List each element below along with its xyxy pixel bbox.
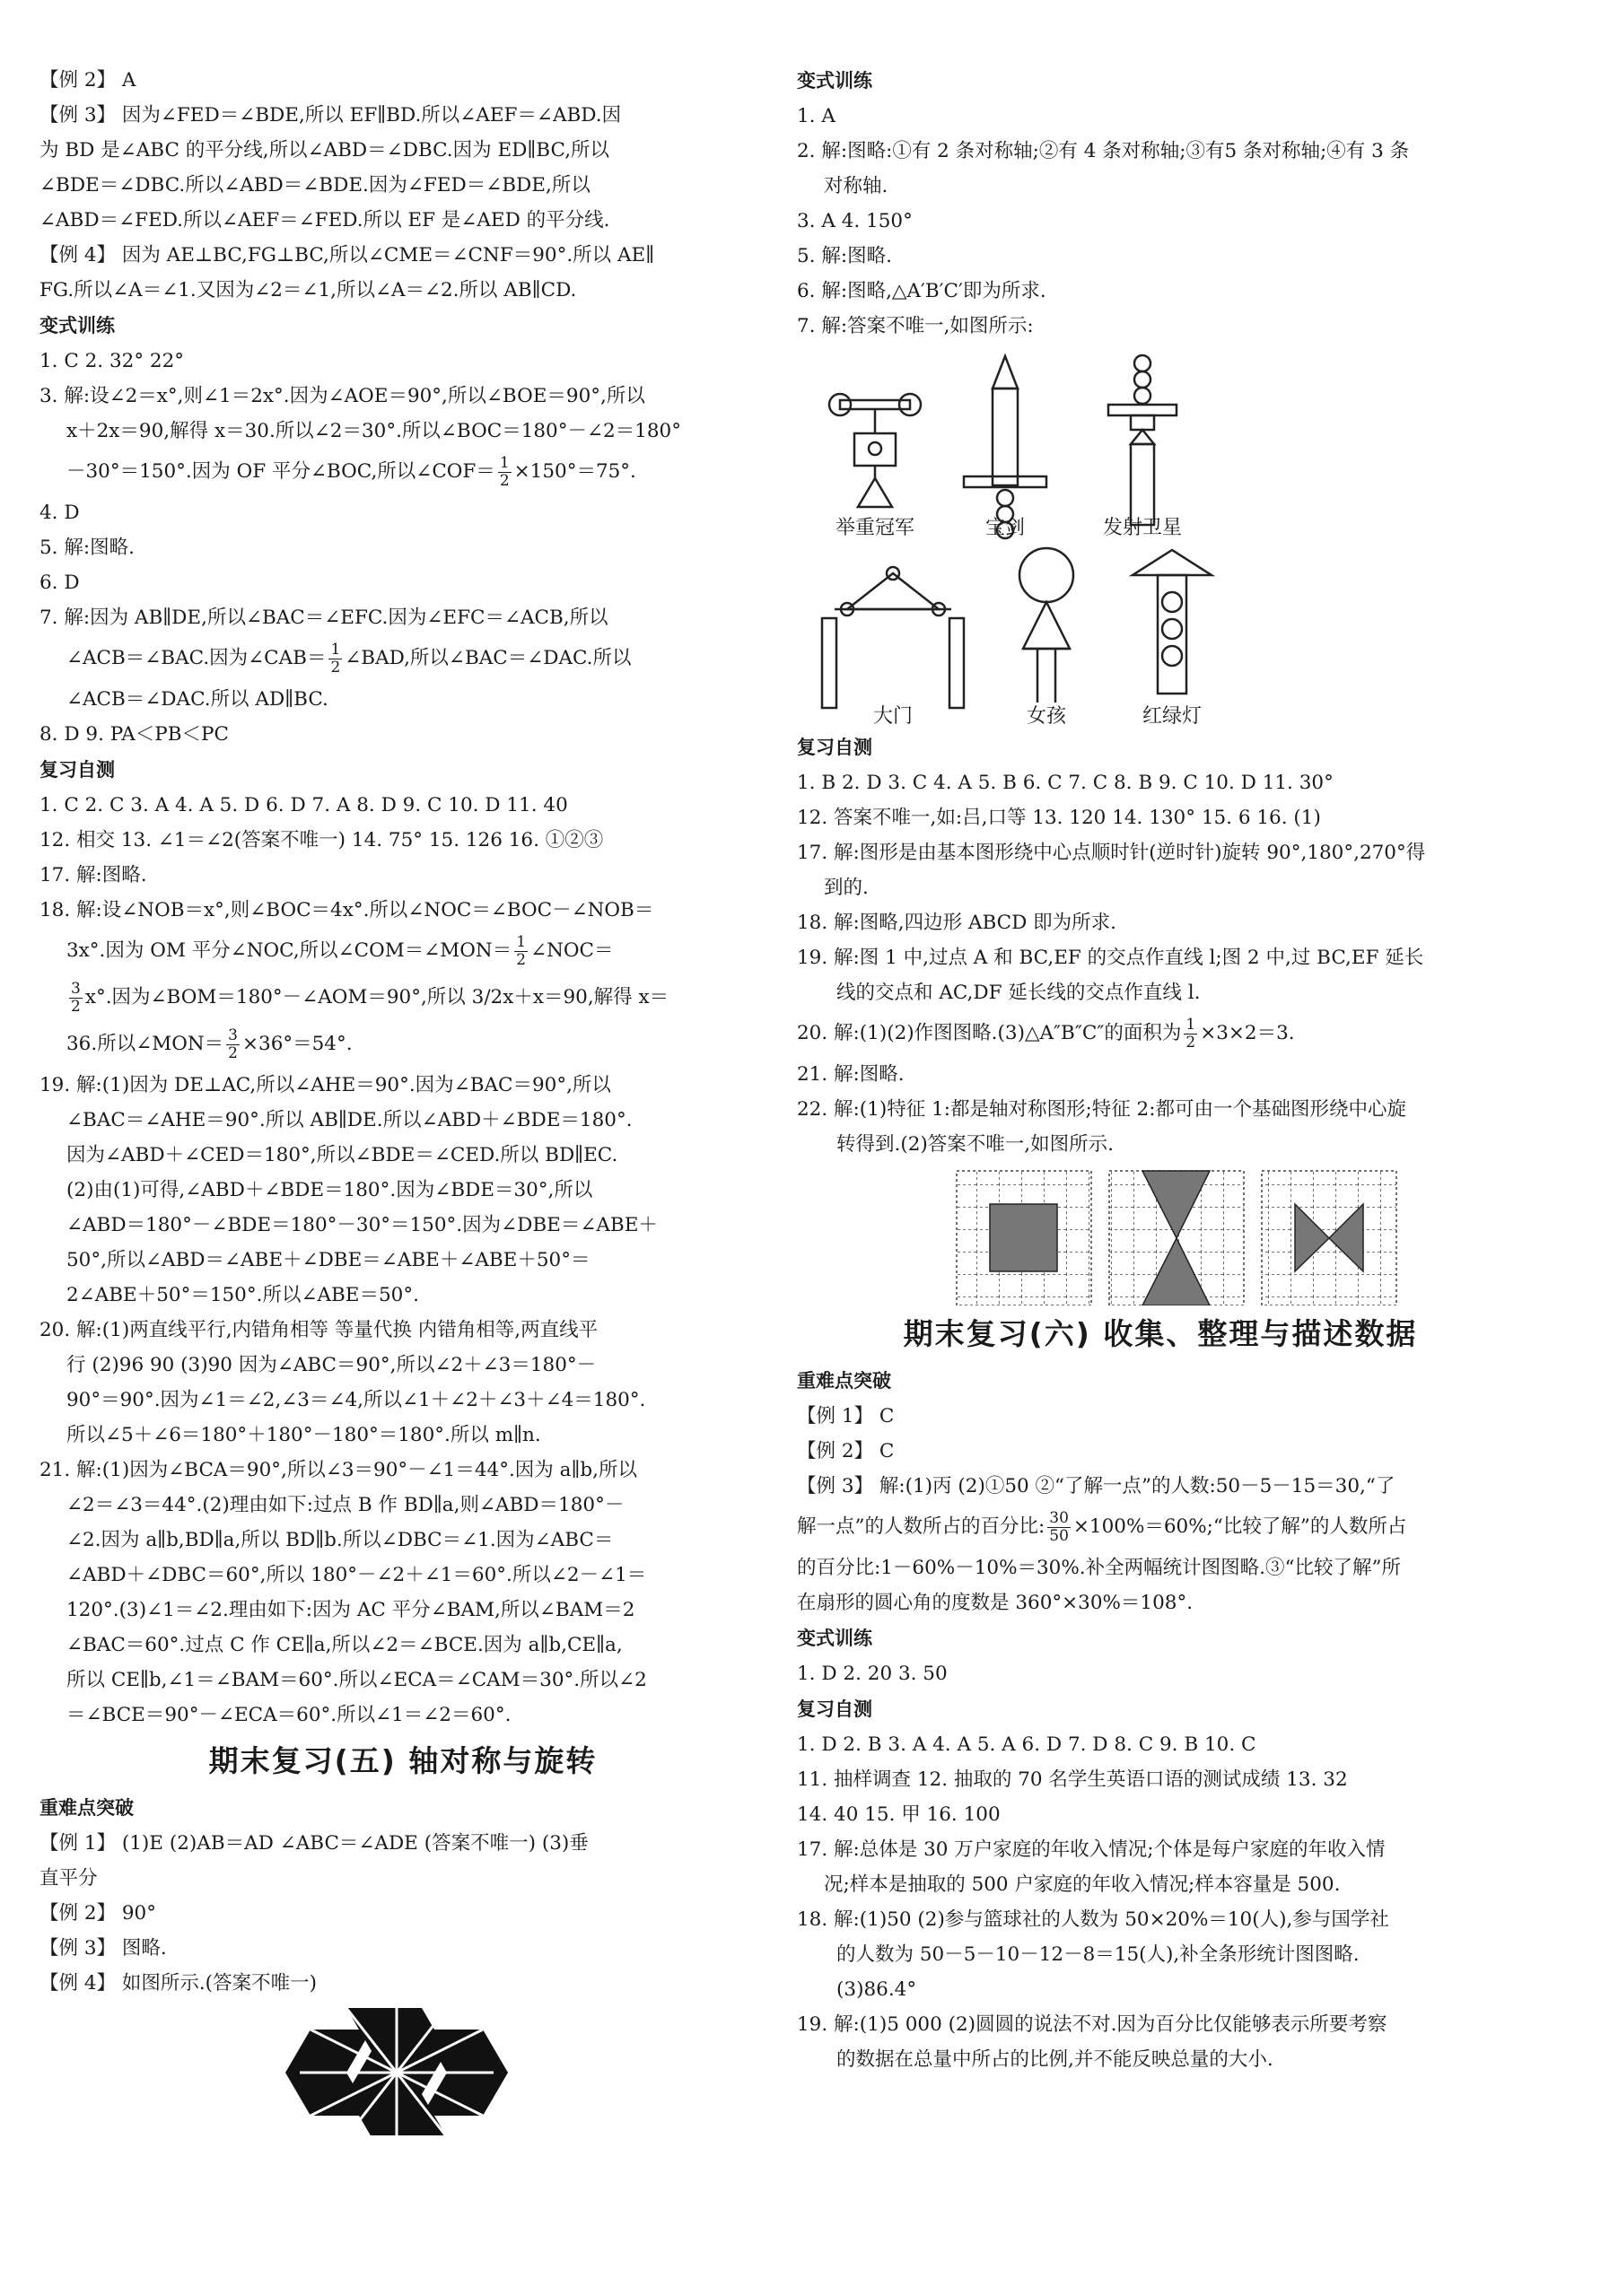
text-line: 19. 解:(1)因为 DE⊥AC,所以∠AHE＝90°.因为∠BAC＝90°,所以 <box>39 1074 611 1096</box>
gate-drawing <box>822 567 964 708</box>
text-segment: ∠ACB＝∠BAC.因为∠CAB＝ <box>66 647 327 669</box>
text-segment: 3x°.因为 OM 平分∠NOC,所以∠COM＝∠MON＝ <box>66 939 512 962</box>
right-text-block-2 <box>797 729 1524 1162</box>
numerator: 3 <box>71 979 81 998</box>
text-line: 行 (2)96 90 (3)90 因为∠ABC＝90°,所以∠2＋∠3＝180°－ <box>66 1354 597 1376</box>
text-line: ∠ABD＝∠FED.所以∠AEF＝∠FED.所以 EF 是∠AED 的平分线. <box>39 209 610 231</box>
text-segment: x°.因为∠BOM＝180°－∠AOM＝90°,所以 3/2x＋x＝90,解得 x＝ <box>84 986 669 1008</box>
fraction <box>226 1027 240 1062</box>
text-line: 18. 解:设∠NOB＝x°,则∠BOC＝4x°.所以∠NOC＝∠BOC－∠NOB＝ <box>39 899 654 921</box>
text-line: 对称轴. <box>824 175 888 197</box>
text-line: 21. 解:图略. <box>797 1063 905 1086</box>
text-line: 【例 2】 A <box>39 69 136 92</box>
text-segment: ∠NOC＝ <box>530 939 614 962</box>
text-line: 线的交点和 AC,DF 延长线的交点作直线 l. <box>836 982 1201 1004</box>
section-heading: 重难点突破 <box>39 1797 134 1819</box>
denominator: 2 <box>330 658 341 677</box>
text-line: 到的. <box>824 877 869 899</box>
section-heading: 变式训练 <box>797 70 872 92</box>
text-line: (2)由(1)可得,∠ABD＋∠BDE＝180°.因为∠BDE＝30°,所以 <box>66 1179 593 1201</box>
caption-sword: 宝剑 <box>984 517 1025 539</box>
text-line: ∠BAC＝∠AHE＝90°.所以 AB∥DE.所以∠ABD＋∠BDE＝180°. <box>66 1109 633 1131</box>
text-line: 【例 1】 C <box>797 1405 895 1427</box>
caption-gate: 大门 <box>872 705 913 728</box>
text-line: 为 BD 是∠ABC 的平分线,所以∠ABD＝∠DBC.因为 ED∥BC,所以 <box>39 139 610 162</box>
numerator: 1 <box>516 932 527 951</box>
text-line: ∠ACB＝∠DAC.所以 AD∥BC. <box>66 688 328 711</box>
text-line: 90°＝90°.因为∠1＝∠2,∠3＝∠4,所以∠1＋∠2＋∠3＋∠4＝180°. <box>66 1389 646 1411</box>
text-line: 【例 4】 因为 AE⊥BC,FG⊥BC,所以∠CME＝∠CNF＝90°.所以 AE∥ <box>39 244 655 266</box>
text-line: 的人数为 50－5－10－12－8＝15(人),补全条形统计图图略. <box>836 1943 1360 1966</box>
text-segment: 解一点”的人数所占的百分比: <box>797 1515 1045 1538</box>
text-line: 17. 解:图形是由基本图形绕中心点顺时针(逆时针)旋转 90°,180°,270°得 <box>797 842 1426 864</box>
text-line: ＝∠BCE＝90°－∠ECA＝60°.所以∠1＝∠2＝60°. <box>66 1704 512 1726</box>
denominator: 2 <box>228 1043 238 1062</box>
chapter-heading: 期末复习(五) 轴对称与旋转 <box>208 1743 598 1778</box>
denominator: 50 <box>1049 1526 1069 1545</box>
text-line: 1. C 2. 32° 22° <box>39 350 185 372</box>
text-line: 所以 CE∥b,∠1＝∠BAM＝60°.所以∠ECA＝∠CAM＝30°.所以∠2 <box>66 1669 647 1691</box>
text-line: 120°.(3)∠1＝∠2.理由如下:因为 AC 平分∠BAM,所以∠BAM＝2 <box>66 1599 635 1621</box>
text-segment: ×3×2＝3. <box>1200 1022 1295 1044</box>
text-line: 2∠ABE＋50°＝150°.所以∠ABE＝50°. <box>66 1284 419 1306</box>
text-segment: 20. 解:(1)(2)作图图略.(3)△A″B″C″的面积为 <box>797 1022 1182 1044</box>
text-line: 5. 解:图略. <box>39 537 135 559</box>
text-line: ∠2.因为 a∥b,BD∥a,所以 BD∥b.所以∠DBC＝∠1.因为∠ABC＝ <box>66 1529 614 1551</box>
text-line: 3. 解:设∠2＝x°,则∠1＝2x°.因为∠AOE＝90°,所以∠BOE＝90°,所以 <box>39 385 645 407</box>
text-line: (3)86.4° <box>836 1978 917 2001</box>
text-line: 【例 4】 如图所示.(答案不唯一) <box>39 1972 317 1995</box>
text-line: 【例 2】 90° <box>39 1902 156 1925</box>
denominator: 2 <box>1185 1033 1196 1052</box>
text-line: 18. 解:(1)50 (2)参与篮球社的人数为 50×20%＝10(人),参与国学社 <box>797 1908 1389 1931</box>
girl-drawing <box>1019 548 1073 703</box>
text-line <box>797 1010 1524 1057</box>
text-line <box>39 449 766 495</box>
text-line: 8. D 9. PA＜PB＜PC <box>39 723 229 746</box>
right-text-block-1 <box>797 63 1524 344</box>
text-line: 11. 抽样调查 12. 抽取的 70 名学生英语口语的测试成绩 13. 32 <box>797 1768 1348 1791</box>
numerator: 30 <box>1049 1508 1069 1527</box>
fraction <box>1184 1017 1197 1052</box>
text-line: 5. 解:图略. <box>797 245 892 267</box>
text-segment: －30°＝150°.因为 OF 平分∠BOC,所以∠COF＝ <box>66 460 495 483</box>
text-line <box>39 974 766 1021</box>
text-line: FG.所以∠A＝∠1.又因为∠2＝∠1,所以∠A＝∠2.所以 AB∥CD. <box>39 279 577 301</box>
caption-weightlifter: 举重冠军 <box>835 517 914 539</box>
text-line: 12. 相交 13. ∠1＝∠2(答案不唯一) 14. 75° 15. 126 16. ①②③ <box>39 829 604 851</box>
text-line: 7. 解:因为 AB∥DE,所以∠BAC＝∠EFC.因为∠EFC＝∠ACB,所以 <box>39 607 608 629</box>
text-line: 20. 解:(1)两直线平行,内错角相等 等量代换 内错角相等,两直线平 <box>39 1319 599 1341</box>
text-line: 3. A 4. 150° <box>797 210 913 232</box>
text-line: 19. 解:图 1 中,过点 A 和 BC,EF 的交点作直线 l;图 2 中,过 BC,EF 延长 <box>797 947 1424 969</box>
section-heading: 复习自测 <box>39 759 115 781</box>
right-text-block-3 <box>797 1305 1524 2077</box>
text-line: ∠BAC＝60°.过点 C 作 CE∥a,所以∠2＝∠BCE.因为 a∥b,CE∥a, <box>66 1634 623 1656</box>
text-line <box>39 928 766 974</box>
fraction <box>328 642 342 677</box>
denominator: 2 <box>499 471 510 490</box>
sword-drawing <box>964 356 1046 538</box>
right-column <box>797 63 1524 2077</box>
text-line: 因为∠ABD＋∠CED＝180°,所以∠BDE＝∠CED.所以 BD∥EC. <box>66 1144 618 1166</box>
text-segment: ×150°＝75°. <box>513 460 636 483</box>
text-line <box>797 1504 1524 1550</box>
left-text-block <box>39 63 766 2001</box>
text-line <box>39 635 766 682</box>
text-line: 【例 2】 C <box>797 1440 895 1462</box>
figure-7 <box>797 344 1524 729</box>
text-segment: ×36°＝54°. <box>242 1033 353 1055</box>
text-line: 21. 解:(1)因为∠BCA＝90°,所以∠3＝90°－∠1＝44°.因为 a∥b,所以 <box>39 1459 637 1481</box>
text-line: 转得到.(2)答案不唯一,如图所示. <box>836 1133 1114 1156</box>
text-line: ∠ABD＋∠DBC＝60°,所以 180°－∠2＋∠1＝60°.所以∠2－∠1＝ <box>66 1564 647 1586</box>
fraction <box>1047 1510 1071 1545</box>
text-line: 【例 3】 解:(1)丙 (2)①50 ②“了解一点”的人数:50－5－15＝30,“了 <box>797 1475 1395 1497</box>
text-segment: ∠BAD,所以∠BAC＝∠DAC.所以 <box>345 647 632 669</box>
text-line: 的数据在总量中所占的比例,并不能反映总量的大小. <box>836 2048 1273 2071</box>
grid-hourglass-pattern <box>1109 1171 1244 1305</box>
text-line: 17. 解:总体是 30 万户家庭的年收入情况;个体是每户家庭的年收入情 <box>797 1838 1386 1861</box>
text-line: 12. 答案不唯一,如:吕,口等 13. 120 14. 130° 15. 6 16. (1) <box>797 807 1321 829</box>
snowflake-hexagon-figure <box>39 2001 766 2135</box>
text-line: 况;样本是抽取的 500 户家庭的年收入情况;样本容量是 500. <box>824 1873 1341 1896</box>
denominator: 2 <box>516 950 527 969</box>
text-line: 22. 解:(1)特征 1:都是轴对称图形;特征 2:都可由一个基础图形绕中心旋 <box>797 1098 1406 1121</box>
text-line: 19. 解:(1)5 000 (2)圆圆的说法不对.因为百分比仅能够表示所要考察 <box>797 2013 1387 2036</box>
text-line: 1. A <box>797 105 835 127</box>
text-line: 18. 解:图略,四边形 ABCD 即为所求. <box>797 912 1117 934</box>
weightlifter-drawing <box>829 394 921 507</box>
numerator: 1 <box>499 453 510 472</box>
text-line: 1. C 2. C 3. A 4. A 5. D 6. D 7. A 8. D 9. C 10. D 11. 40 <box>39 794 568 816</box>
caption-traffic-light: 红绿灯 <box>1142 705 1202 728</box>
text-line <box>39 1021 766 1068</box>
text-line: 的百分比:1－60%－10%＝30%.补全两幅统计图图略.③“比较了解”所 <box>797 1557 1401 1579</box>
denominator: 2 <box>71 997 81 1016</box>
example4-figure <box>39 2001 766 2135</box>
section-heading: 重难点突破 <box>797 1370 891 1392</box>
text-line: x＋2x＝90,解得 x＝30.所以∠2＝30°.所以∠BOC＝180°－∠2＝180° <box>66 420 681 442</box>
figure-22-grids <box>797 1162 1524 1305</box>
text-line: 【例 3】 图略. <box>39 1937 167 1960</box>
section-heading: 复习自测 <box>797 737 872 758</box>
text-line: 4. D <box>39 502 80 524</box>
section-heading: 变式训练 <box>797 1628 872 1649</box>
numerator: 3 <box>228 1026 238 1044</box>
text-line: ∠BDE＝∠DBC.所以∠ABD＝∠BDE.因为∠FED＝∠BDE,所以 <box>39 174 591 196</box>
grid-square-pattern <box>957 1171 1091 1305</box>
text-line: 直平分 <box>39 1867 98 1890</box>
caption-girl: 女孩 <box>1026 705 1066 728</box>
text-line: 2. 解:图略:①有 2 条对称轴;②有 4 条对称轴;③有5 条对称轴;④有 3 条 <box>797 140 1410 162</box>
text-segment: 36.所以∠MON＝ <box>66 1033 224 1055</box>
text-line: 14. 40 15. 甲 16. 100 <box>797 1803 1001 1826</box>
traffic-light-drawing <box>1133 550 1212 694</box>
left-column <box>39 63 766 2135</box>
text-line: 50°,所以∠ABD＝∠ABE＋∠DBE＝∠ABE＋∠ABE＋50°＝ <box>66 1249 591 1271</box>
text-line: ∠ABD＝180°－∠BDE＝180°－30°＝150°.因为∠DBE＝∠ABE＋ <box>66 1214 658 1236</box>
text-segment: ×100%＝60%;“比较了解”的人数所占 <box>1072 1515 1407 1538</box>
figure-22 <box>797 1162 1524 1305</box>
text-line: 所以∠5＋∠6＝180°＋180°－180°＝180°.所以 m∥n. <box>66 1424 541 1446</box>
text-line: 【例 3】 因为∠FED＝∠BDE,所以 EF∥BD.所以∠AEF＝∠ABD.因 <box>39 104 622 127</box>
text-line: 1. D 2. 20 3. 50 <box>797 1663 948 1685</box>
chapter-heading: 期末复习(六) 收集、整理与描述数据 <box>903 1316 1418 1351</box>
text-line: 6. D <box>39 572 80 594</box>
text-line: 6. 解:图略,△A′B′C′即为所求. <box>797 280 1046 302</box>
fraction <box>514 934 528 969</box>
numerator: 1 <box>330 640 341 659</box>
text-line: 17. 解:图略. <box>39 864 147 886</box>
text-line: 1. B 2. D 3. C 4. A 5. B 6. C 7. C 8. B 9. C 10. D 11. 30° <box>797 772 1334 794</box>
text-line: ∠2＝∠3＝44°.(2)理由如下:过点 B 作 BD∥a,则∠ABD＝180°－ <box>66 1494 625 1516</box>
text-line: 1. D 2. B 3. A 4. A 5. A 6. D 7. D 8. C 9. B 10. C <box>797 1733 1256 1756</box>
grid-bowtie-pattern <box>1262 1171 1396 1305</box>
caption-satellite: 发射卫星 <box>1102 517 1182 539</box>
text-line: 7. 解:答案不唯一,如图所示: <box>797 315 1034 337</box>
fraction <box>498 455 512 490</box>
section-heading: 变式训练 <box>39 315 115 336</box>
satellite-launch-drawing <box>1108 355 1177 525</box>
text-line: 在扇形的圆心角的度数是 360°×30%＝108°. <box>797 1592 1194 1614</box>
text-line: 【例 1】 (1)E (2)AB＝AD ∠ABC＝∠ADE (答案不唯一) (3)垂 <box>39 1832 589 1855</box>
section-heading: 复习自测 <box>797 1698 872 1720</box>
numerator: 1 <box>1185 1015 1196 1034</box>
fraction <box>69 981 83 1016</box>
